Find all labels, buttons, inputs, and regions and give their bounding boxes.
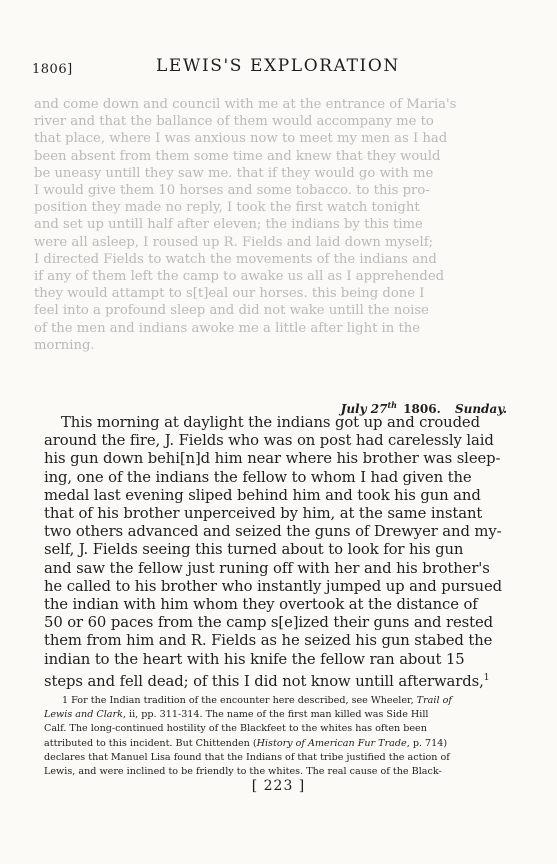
body-line: and saw the fellow just runing off with her and his brother's: [44, 559, 490, 577]
dateline-weekday: Sunday.: [454, 402, 507, 416]
faded-previous-text: [34, 96, 512, 354]
footnote-marker: 1: [62, 695, 69, 706]
footnote-italic: Trail of: [416, 695, 452, 706]
faded-line: morning.: [34, 337, 95, 353]
faded-line: feel into a profound sleep and did not wake untill the noise: [34, 303, 429, 319]
body-line-last: [44, 669, 510, 691]
header-year: 1806]: [32, 62, 73, 77]
faded-line: and set up untill half after eleven; the indians by this time: [34, 217, 423, 233]
body-line: self, J. Fields seeing this turned about to look for his gun: [44, 541, 464, 559]
footnote-line: declares that Manuel Lisa found that the Indians of that tribe justified the action of: [44, 751, 450, 763]
footnote-line: [44, 708, 512, 722]
body-line: that of his brother unperceived by him, at the same instant: [44, 505, 483, 523]
body-line: the indian with him whom they overtook at the distance of: [44, 596, 478, 614]
footnote-line: [44, 737, 512, 751]
faded-line: were all asleep, I roused up R. Fields and laid down myself;: [34, 234, 434, 250]
faded-line: of the men and indians awoke me a little after light in the: [34, 320, 421, 336]
footnote-text: , p. 714): [406, 737, 448, 749]
body-line: around the fire, J. Fields who was on post had carelessly laid: [44, 432, 494, 450]
body-line: he called to his brother who instantly jumped up and pursued: [44, 577, 502, 595]
footnote-italic: Lewis and Clark: [44, 709, 123, 721]
faded-line: be uneasy untill they saw me. that if they would go with me: [34, 165, 434, 181]
body-line: two others advanced and seized the guns of Drewyer and my-: [44, 523, 502, 541]
body-line-text: steps and fell dead; of this I did not know untill afterwards,: [44, 672, 484, 690]
faded-line: they would attampt to s[t]eal our horses. this being done I: [34, 286, 425, 302]
footnote-line: [44, 694, 512, 708]
running-title: LEWIS'S EXPLORATION: [156, 56, 400, 76]
page-number: [ 223 ]: [251, 778, 306, 794]
faded-line: position they made no reply, I took the first watch tonight: [34, 200, 420, 216]
footnote-italic: History of American Fur Trade: [256, 737, 407, 749]
body-line: ing, one of the indians the fellow to whom I had given the: [44, 468, 472, 486]
faded-line: and come down and council with me at the entrance of Maria's: [34, 97, 457, 112]
footnote: [44, 694, 512, 779]
body-line: This morning at daylight the indians got up and crouded: [61, 414, 480, 431]
body-line: indian to the heart with his knife the fellow ran about 15: [44, 650, 465, 668]
faded-line: I directed Fields to watch the movements of the indians and: [34, 251, 437, 267]
footnote-reference[interactable]: 1: [483, 672, 490, 683]
footnote-text: , ii, pp. 311-314. The name of the first man killed was Side Hill: [122, 709, 429, 721]
faded-line: that place, where I was anxious now to meet my men as I had: [34, 131, 448, 147]
body-line: 50 or 60 paces from the camp s[e]ized their guns and rested: [44, 614, 493, 632]
body-line: his gun down behi[n]d him near where his brother was sleep-: [44, 450, 501, 468]
footnote-line: Lewis, and were inclined to be friendly to the whites. The real cause of the Black-: [44, 766, 442, 778]
faded-line: river and that the ballance of them would accompany me to: [34, 114, 434, 130]
footnote-text: attributed to this incident. But Chittenden (: [44, 737, 257, 749]
body-line: them from him and R. Fields as he seized his gun stabed the: [44, 632, 493, 650]
footnote-line: Calf. The long-continued hostility of the Blackfeet to the whites has often been: [44, 723, 427, 735]
dateline-month-day: July 27: [340, 402, 388, 416]
footnote-text: For the Indian tradition of the encounter here described, see Wheeler,: [71, 695, 417, 706]
dateline-ordinal: th: [387, 400, 397, 410]
journal-entry-body: [44, 414, 510, 691]
body-line: medal last evening sliped behind him and took his gun and: [44, 486, 481, 504]
faded-line: if any of them left the camp to awake us all as I apprehended: [34, 269, 445, 285]
faded-line: been absent from them some time and knew that they would: [34, 148, 441, 164]
running-header: [32, 56, 512, 80]
faded-line: I would give them 10 horses and some tobacco. to this pro-: [34, 183, 430, 199]
dateline-year: 1806.: [403, 402, 441, 416]
